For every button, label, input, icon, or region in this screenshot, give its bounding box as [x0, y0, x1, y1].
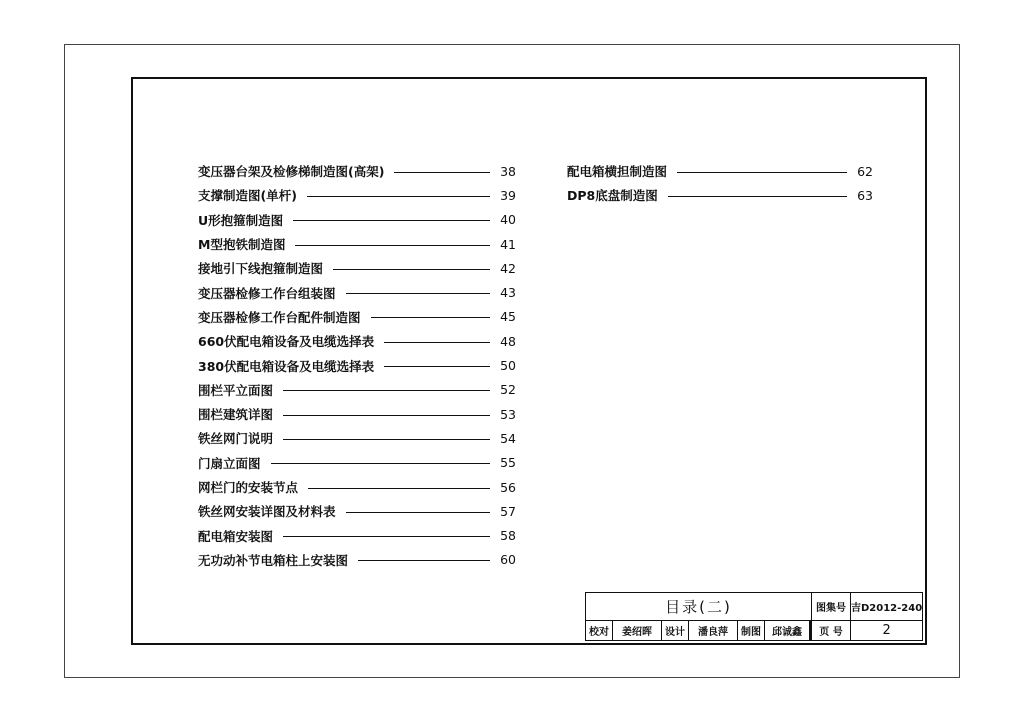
toc-entry-title: M型抱铁制造图: [198, 237, 286, 253]
toc-entry: [198, 183, 516, 207]
toc-entry-title: 变压器台架及检修梯制造图(高架): [198, 164, 385, 180]
toc-leader-line: [307, 196, 490, 197]
toc-entry-page: 40: [500, 212, 516, 228]
toc-entry-page: 60: [500, 552, 516, 568]
toc-entry: [567, 159, 873, 183]
toc-entry: [198, 499, 516, 523]
toc-entry-title: 铁丝网门说明: [198, 431, 274, 447]
toc-entry-page: 43: [500, 285, 516, 301]
toc-entry: [198, 232, 516, 256]
toc-entry-page: 52: [500, 382, 516, 398]
toc-entry-page: 50: [500, 358, 516, 374]
toc-entry: [198, 159, 516, 183]
toc-entry-page: 45: [500, 309, 516, 325]
toc-entry-title: 网栏门的安装节点: [198, 480, 299, 495]
toc-entry-title: 660伏配电箱设备及电缆选择表: [198, 334, 375, 350]
checker-name: 姜绍晖: [613, 621, 662, 641]
toc-leader-line: [283, 390, 490, 391]
toc-entry-page: 55: [500, 455, 516, 471]
toc-entry-title: 配电箱安装图: [198, 528, 274, 544]
toc-leader-line: [358, 560, 490, 561]
toc-entry-title: DP8底盘制造图: [567, 188, 658, 204]
designer-name: 潘良萍: [689, 621, 738, 641]
toc-entry-title: 变压器检修工作台配件制造图: [198, 309, 361, 325]
toc-entry-title: 380伏配电箱设备及电缆选择表: [198, 358, 375, 374]
toc-entry-page: 38: [500, 163, 516, 179]
toc-leader-line: [371, 317, 490, 318]
toc-column-left: [198, 159, 516, 572]
toc-entry-page: 58: [500, 528, 516, 544]
toc-leader-line: [271, 463, 490, 464]
toc-entry-page: 39: [500, 187, 516, 203]
toc-leader-line: [308, 488, 490, 489]
toc-entry-title: 门扇立面图: [198, 455, 261, 471]
toc-leader-line: [283, 439, 490, 440]
toc-leader-line: [677, 172, 847, 173]
toc-entry-page: 54: [500, 430, 516, 446]
toc-leader-line: [295, 245, 490, 246]
toc-entry: [198, 305, 516, 329]
design-label: 设计: [662, 621, 689, 641]
toc-entry-title: 接地引下线抱箍制造图: [198, 261, 324, 277]
draw-label: 制图: [738, 621, 765, 641]
toc-leader-line: [394, 172, 490, 173]
toc-entry: [198, 523, 516, 547]
toc-entry: [198, 329, 516, 353]
toc-entry-title: U形抱箍制造图: [198, 212, 284, 228]
page-number-label: 页 号: [812, 621, 851, 641]
toc-entry: [198, 256, 516, 280]
toc-entry-title: 围栏平立面图: [198, 382, 274, 398]
drawing-title: 目录(二): [586, 593, 812, 621]
toc-entry: [198, 280, 516, 304]
toc-entry: [198, 475, 516, 499]
toc-column-right: [567, 159, 873, 208]
toc-entry-page: 53: [500, 406, 516, 422]
toc-entry-page: 63: [857, 187, 873, 203]
toc-entry-title: 铁丝网安装详图及材料表: [198, 504, 336, 520]
toc-entry: [198, 426, 516, 450]
atlas-number-label: 图集号: [812, 593, 851, 621]
toc-entry: [198, 548, 516, 572]
toc-leader-line: [384, 342, 490, 343]
toc-leader-line: [293, 220, 490, 221]
toc-entry-title: 配电箱横担制造图: [567, 164, 668, 180]
title-block: [585, 592, 923, 641]
toc-entry: [198, 353, 516, 377]
toc-entry: [198, 402, 516, 426]
toc-entry-page: 48: [500, 333, 516, 349]
toc-leader-line: [384, 366, 490, 367]
toc-leader-line: [283, 536, 490, 537]
toc-entry: [198, 451, 516, 475]
toc-leader-line: [668, 196, 847, 197]
toc-leader-line: [346, 293, 490, 294]
drafter-name: 邱诚鑫: [765, 621, 810, 641]
toc-entry-title: 变压器检修工作台组装图: [198, 285, 336, 301]
atlas-number: 吉D2012-240: [851, 593, 923, 621]
toc-leader-line: [333, 269, 490, 270]
toc-entry-title: 支撑制造图(单杆): [198, 188, 297, 204]
toc-entry: [198, 378, 516, 402]
toc-entry-page: 41: [500, 236, 516, 252]
toc-entry: [198, 208, 516, 232]
toc-leader-line: [283, 415, 490, 416]
toc-entry-page: 56: [500, 479, 516, 495]
page-number: 2: [851, 621, 923, 641]
toc-entry: [567, 183, 873, 207]
toc-entry-page: 42: [500, 260, 516, 276]
toc-leader-line: [346, 512, 490, 513]
toc-entry-page: 62: [857, 163, 873, 179]
check-label: 校对: [586, 621, 613, 641]
toc-entry-page: 57: [500, 503, 516, 519]
toc-entry-title: 无功动补节电箱柱上安装图: [198, 552, 349, 568]
toc-entry-title: 围栏建筑详图: [198, 407, 274, 423]
